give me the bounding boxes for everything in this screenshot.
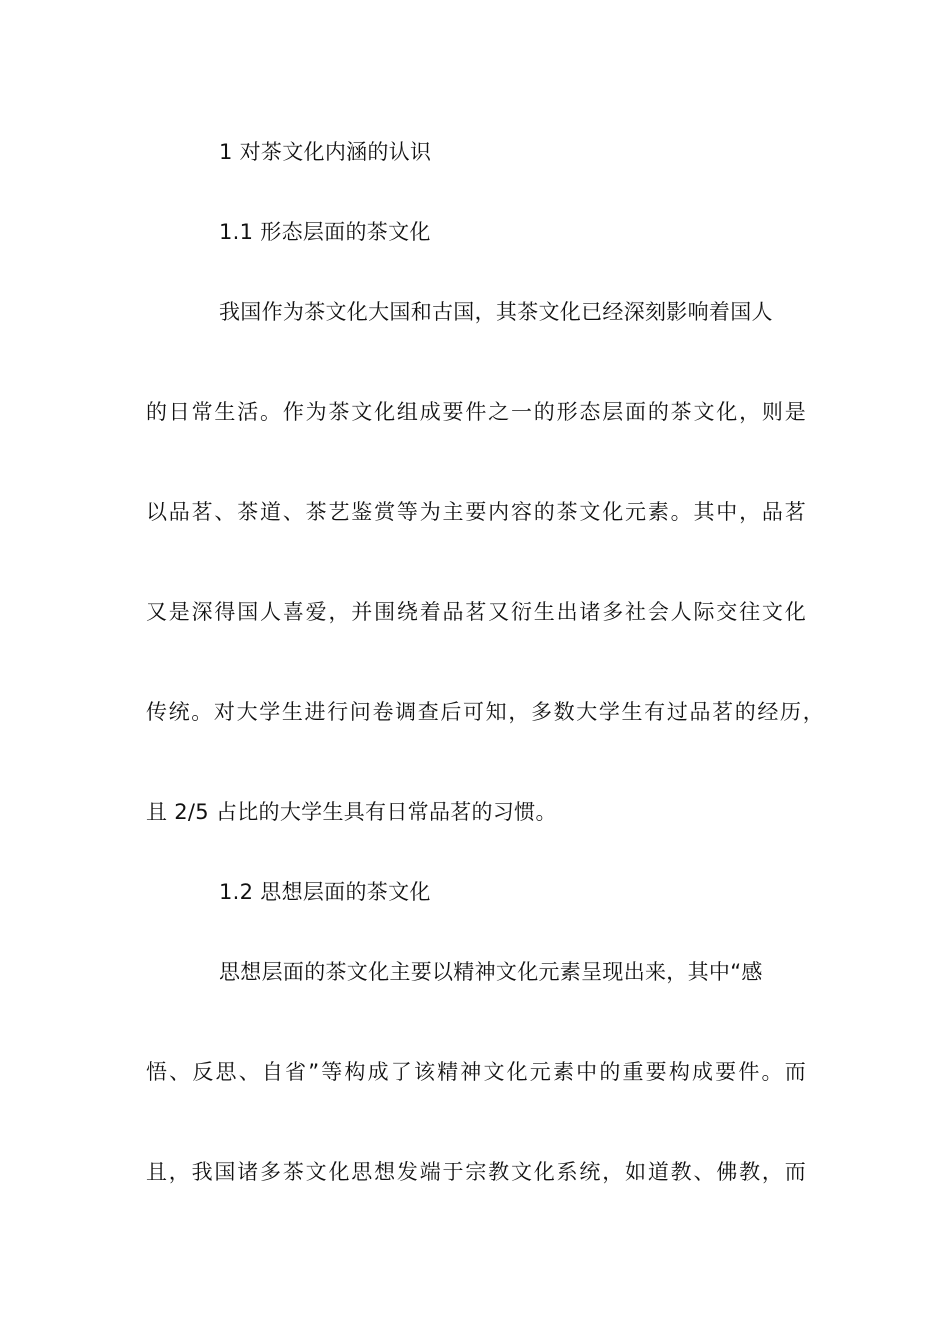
paragraph-1-line-6: 且 2/5 占比的大学生具有日常品茗的习惯。 xyxy=(146,800,557,824)
section-heading-1-1: 1.1 形态层面的茶文化 xyxy=(219,220,431,244)
paragraph-2-line-3: 且，我国诸多茶文化思想发端于宗教文化系统，如道教、佛教，而 xyxy=(146,1160,806,1184)
paragraph-1-line-1: 我国作为茶文化大国和古国，其茶文化已经深刻影响着国人 xyxy=(219,300,773,324)
paragraph-1-line-2: 的日常生活。作为茶文化组成要件之一的形态层面的茶文化，则是 xyxy=(146,400,806,424)
paragraph-1-line-4: 又是深得国人喜爱，并围绕着品茗又衍生出诸多社会人际交往文化 xyxy=(146,600,806,624)
section-heading-1-2: 1.2 思想层面的茶文化 xyxy=(219,880,431,904)
paragraph-1-line-5: 传统。对大学生进行问卷调查后可知，多数大学生有过品茗的经历， xyxy=(146,700,824,724)
paragraph-2-line-1: 思想层面的茶文化主要以精神文化元素呈现出来，其中“感 xyxy=(219,960,763,984)
section-heading-1: 1 对茶文化内涵的认识 xyxy=(219,140,432,164)
paragraph-1-line-3: 以品茗、茶道、茶艺鉴赏等为主要内容的茶文化元素。其中，品茗 xyxy=(146,500,806,524)
paragraph-2-line-2: 悟、反思、自省”等构成了该精神文化元素中的重要构成要件。而 xyxy=(146,1060,806,1084)
